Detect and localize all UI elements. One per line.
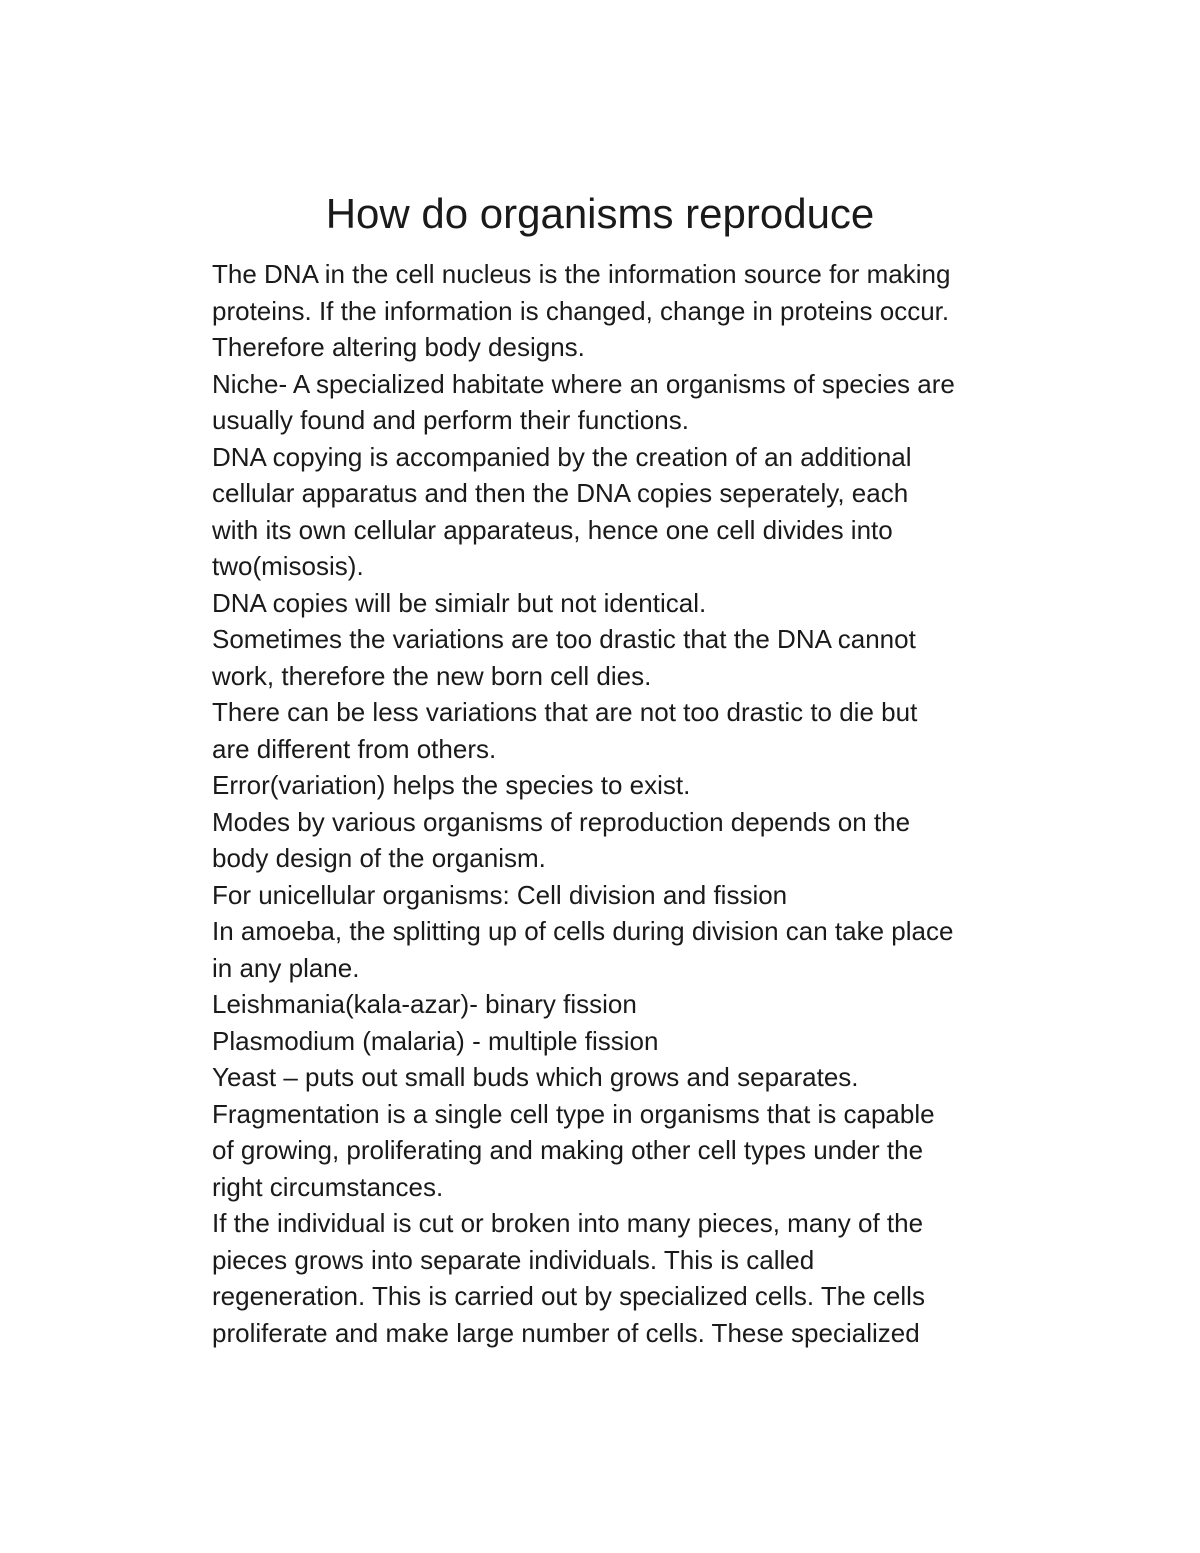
paragraph-dna-copies-similar: DNA copies will be simialr but not identical. <box>212 587 707 618</box>
paragraph-less-variations: There can be less variations that are not too drastic to die but are different from others. <box>212 697 918 764</box>
paragraph-leishmania: Leishmania(kala-azar)- binary fission <box>212 989 637 1019</box>
paragraph-dna-copying: DNA copying is accompanied by the creation of an additional cellular apparatus and then the DNA copies seperately, each with its own cellular apparateus, hence one cell divides into two(misosis). <box>212 441 912 581</box>
paragraph-regeneration: If the individual is cut or broken into many pieces, many of the pieces grows into separate individuals. This is called regeneration. This is carried out by specialized cells. The cells proliferate and make large number of cells. These specialized <box>212 1208 925 1348</box>
paragraph-plasmodium: Plasmodium (malaria) - multiple fission <box>212 1025 659 1056</box>
paragraph-fragmentation: Fragmentation is a single cell type in organisms that is capable of growing, proliferating and making other cell types under the right circumstances. <box>212 1098 935 1202</box>
paragraph-yeast: Yeast – puts out small buds which grows and separates. <box>212 1062 859 1092</box>
paragraph-amoeba: In amoeba, the splitting up of cells during division can take place in any plane. <box>212 916 954 983</box>
document-title <box>0 188 1200 240</box>
paragraph-unicellular: For unicellular organisms: Cell division and fission <box>212 879 788 910</box>
paragraph-error-variation: Error(variation) helps the species to exist. <box>212 770 691 800</box>
paragraph-modes-reproduction: Modes by various organisms of reproduction depends on the body design of the organism. <box>212 806 911 873</box>
paragraph-niche: Niche- A specialized habitate where an organisms of species are usually found and perform their functions. <box>212 368 955 435</box>
document-title-text: How do organisms reproduce <box>325 190 875 237</box>
paragraph-drastic-variations: Sometimes the variations are too drastic that the DNA cannot work, therefore the new born cell dies. <box>212 624 916 691</box>
document-body <box>212 256 1062 1351</box>
paragraph-dna-information: The DNA in the cell nucleus is the information source for making proteins. If the information is changed, change in proteins occur. Therefore altering body designs. <box>212 259 951 362</box>
